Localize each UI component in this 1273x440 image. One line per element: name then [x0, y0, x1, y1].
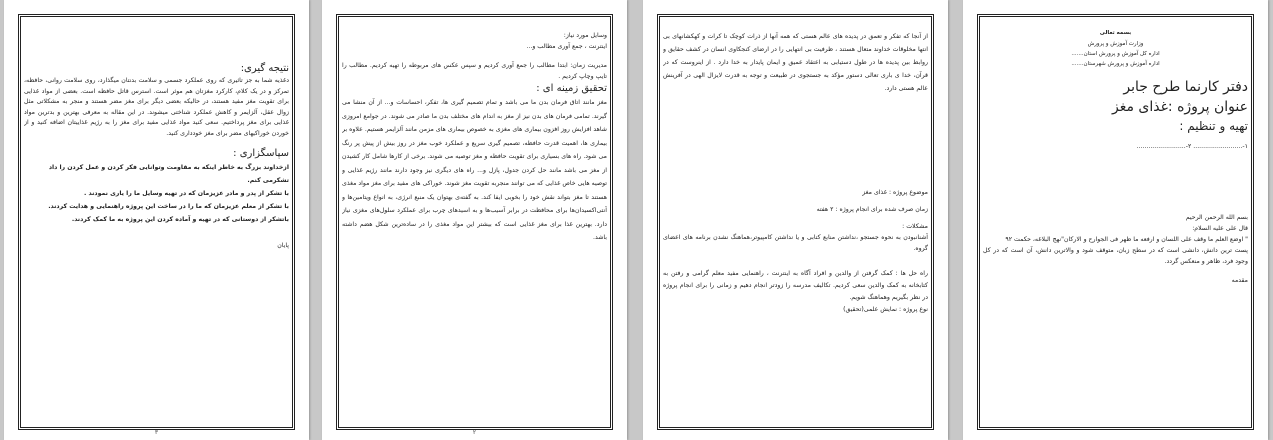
- introduction-label: مقدمه: [1231, 277, 1248, 284]
- problems-heading: مشکلات :: [902, 223, 928, 230]
- conclusion-heading: نتیجه گیری:: [240, 63, 289, 74]
- research-heading: تحقیق زمینه ای :: [536, 83, 607, 94]
- ministry-name: وزارت آموزش و پرورش: [1087, 41, 1144, 47]
- problems-text: آشنانبودن به نحوه جستجو ،نداشتن منابع کتابی و یا نداشتن کامپیوتر،هماهنگ نشدن برنامه های اعضای گروه.: [663, 234, 928, 252]
- thanks-line: با تشکر از پدر و مادر عزیزمان که در تهیه وسایل ما را یاری نمودند .: [84, 190, 289, 197]
- research-paragraph: مغز مانند اتاق فرمان بدن ما می باشد و تمام تصمیم گیری ها، تفکر، احساسات و... از آن منشا می گیرند. تمامی فرمان های بدن نیز از مغز به اندام های مختلف بدن ما صادر می شوند. در جوامع امروزی شاهد افزایش روز افزون بیماری های مغزی به خصوص بیماری های مزمن مانند آلزایمر هستیم. علاوه بر بیماری ها، اهمیت قدرت حافظه، تصمیم گیری سریع و عملکرد خوب مغز در روز بیش از پیش پر رنگ می شود. راه های بسیاری برای تقویت حافظه و مغز توصیه می شوند. برخی از کارها شامل کار کشیدن از مغز می باشد مانند حل کردن جدول، پازل و... راه های دیگری نیز وجود دارند مانند رژیم غذایی و توصیه هایی خاص غذایی که می توانند منجربه تقویت مغز شوند. خوراکی های مفید برای مغز مواد مغذی هستند تا مغز بتواند نقش خود را بخوبی ایفا کند. به گفته‌ی بهتوان یک منبع انرژی، به انواع ویتامین‌ها و آنتی‌اکسیدان‌ها برای محافظت در برابر آسیب‌ها و به اسیدهای چرب برای عملکرد سلول‌های مغزی نیاز دارد. بهترین غذا برای مغز غذایی است که بیشتر این مواد مغذی را در ساده‌ترین شکل هضم داشته باشد.: [342, 99, 607, 241]
- duration-label: زمان صرف شده برای انجام پروژه :: [835, 206, 928, 213]
- basmala: بسم الله الرحمن الرحیم: [1185, 214, 1248, 221]
- resources-heading: وسایل مورد نیاز:: [563, 32, 607, 39]
- resources-text: اینترنت ، جمع آوری مطالب و...: [526, 43, 607, 50]
- page-content: [24, 18, 289, 426]
- admin-province: اداره کل آموزش و پرورش استان.......: [1071, 51, 1160, 57]
- admin-city: اداره آموزش و پرورش شهرستان.......: [1071, 61, 1160, 67]
- document-page-cover: [963, 0, 1268, 440]
- document-page-project-info: [643, 0, 948, 440]
- topic-label: موضوع پروژه :: [888, 189, 928, 196]
- duration-value: ۲ هفته: [816, 206, 834, 213]
- cover-title: دفتر کارنما طرح جابر: [1123, 79, 1248, 95]
- type-value: نمایش علمی(تحقیق): [843, 306, 898, 313]
- intro-paragraph: از آنجا که تفکر و تعمق در پدیده های عالم هستی که همه آنها از ذرات کوچک تا کرات و کهکشانهای بی انتها مخلوقات خداوند متعال هستند ، ظرفیت بی انتهایی را در ارضای کنجکاوی انسان در کشف حقایق و روابط بین پدیده ها در طول دستیابی به اعتقاد عمیق و ایمان پایدار به خدا دارد . از اینروست که در قرآن، خدا ی باری تعالی دستور مؤکد به جستجوی در طبیعت و توجه به قدرت لایزال الهی در آفرینش عالم هستی دارد.: [663, 33, 928, 92]
- solutions-text: راه حل ها : کمک گرفتن از والدین و افراد آگاه به اینترنت ، راهنمایی مفید معلم گرامی و رفتن به کتابخانه به کمک والدین سعی کردیم. تکالیف مدرسه را زودتر انجام دهیم و زمانی را برای انجام پروژه در نظر بگیریم وهماهنگ شویم.: [663, 270, 928, 301]
- thanks-heading: سپاسگزاری :: [233, 148, 289, 159]
- end-label: پایان: [277, 242, 289, 249]
- cover-subtitle: عنوان پروژه :غذای مغز: [1111, 99, 1248, 115]
- page-content: [342, 18, 607, 426]
- prepared-by: تهیه و تنظیم :: [1179, 119, 1248, 133]
- conclusion-paragraph: دغذیه شما به جز تاثیری که روی عملکرد جسمی و سلامت بدنتان میگذارد، روی سلامت روانی، حافظه، تمرکز و در یک کلام، کارکرد مغزتان هم موثر است. استرس قاتل حافظه است. بعضی از مواد غذایی برای تقویت مغز مفید هستند، در حالیکه بعضی دیگر برای مغز مضر هستند و منجر به مشکلاتی مثل زوال عقل، آلزایمر و کاهش عملکرد شناختی میشوند. در این مقاله به معرفی بهترین و بدترین مواد غذایی برای مغز پرداختیم. سعی کنید مواد غذایی مفید برای مغز را به رژیم غذاییتان اضافه کنید و از خوردن خوراکیهای مضر برای مغز خودداری کنید.: [24, 77, 289, 137]
- type-row: [663, 304, 928, 315]
- hadith-quote: " اوضع العلم ما وقف على اللسان و ارفعه ما ظهر فی الجوارح و الارکان"نهج البلاغه، حکمت ۹۲: [1005, 236, 1248, 243]
- hadith-intro: قال علی علیه السلام:: [1192, 225, 1248, 232]
- document-page-research: [322, 0, 627, 440]
- page-content: [663, 18, 928, 426]
- thanks-line: باتشکر از دوستانی که در تهیه و آماده کردن این پروژه به ما کمک کردند.: [71, 216, 289, 223]
- thanks-line: ازخداوند بزرگ به خاطر اینکه به مقاومت وتوانایی فکر کردن و عمل کردن را داد تشکرمی کنم.: [48, 164, 289, 184]
- type-label: نوع پروژه :: [899, 306, 928, 313]
- document-page-conclusion: [4, 0, 309, 440]
- topic-row: [663, 187, 928, 198]
- duration-row: [663, 204, 928, 215]
- topic-value: غذای مغز: [862, 189, 887, 196]
- page-number: ۲: [472, 429, 477, 436]
- thanks-line: با تشکر از معلم عزیزمان که ما را در ساخت این پروژه راهنمایی و هدایت کردند.: [48, 203, 289, 210]
- top-caption: بسمه تعالی: [1099, 30, 1132, 36]
- names-line: ۱-......................... ۲-.........................: [1136, 143, 1248, 150]
- page-content: [983, 18, 1248, 426]
- schedule-text: مدیریت زمان: ابتدا مطالب را جمع آوری کردیم و سپس عکس های مربوطه را تهیه کردیم. مطالب را تایپ وچاپ کردیم .: [342, 62, 607, 80]
- hadith-translation: پست ترین دانش، دانشی است که در سطح زبان، متوقف شود و والاترین دانش، آن است که در کل وجود فرد، ظاهر و منعکس گردد.: [983, 247, 1248, 265]
- page-number: ۳: [154, 429, 159, 436]
